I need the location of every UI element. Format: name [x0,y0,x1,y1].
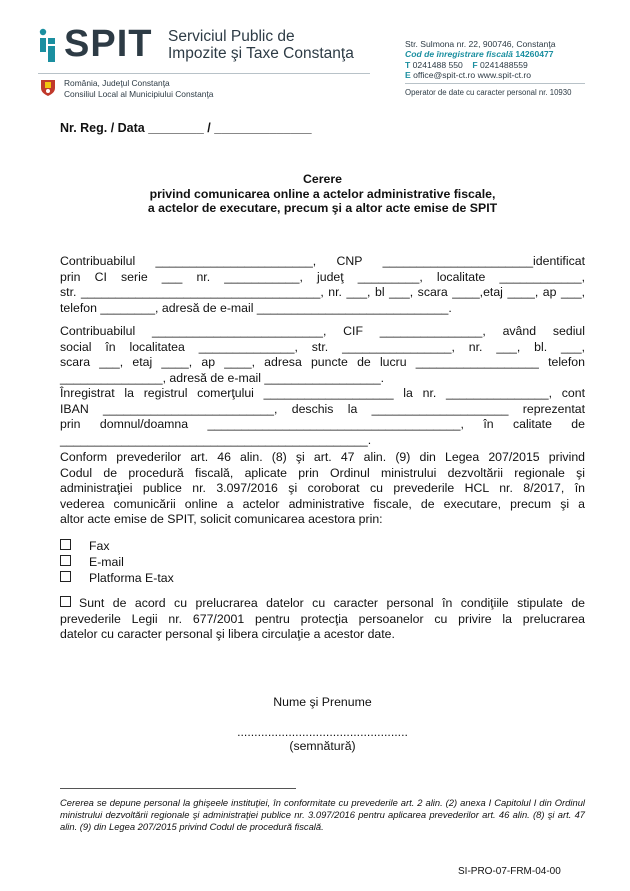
legal-basis-text: Conform prevederilor art. 46 alin. (8) şi art. 47 alin. (9) din Legea 207/2015 privind Codul de procedură fiscală, aplicate prin Ordinul ministrului dezvoltării regionale şi administraţiei publice nr. 3.097/2016 şi coroborat cu prevederile HCL nr. 8/2017, în vederea comunicării online a actelor administrative fiscale, de executare, precum şi a altor acte emise de SPIT, solicit comunicarea acestora prin: [60,450,585,526]
signature-line[interactable]: .................................................. [237,725,408,739]
checkbox-icon[interactable] [60,539,71,550]
signature-label: (semnătură) [289,739,356,753]
operator-number: Operator de date cu caracter personal nr. 10930 [405,88,572,97]
individual-section[interactable]: Contribuabilul _______________________, CNP ______________________identificat prin CI serie ___ nr. ___________, judeţ _________, localitate ____________, str. ___________________________________, nr. ___, bl ___, scara ____,etaj ____, ap ___, telefon ________, adresă de e-mail ____________________________. [60,254,585,315]
consent-section[interactable]: Sunt de acord cu prelucrarea datelor cu caracter personal în condiţiile stipulate de prevederile Legii nr. 677/2001 pentru protecţia persoanelor cu privire la prelucrarea datelor cu caracter personal şi libera circulaţie a acestor date. [60,596,585,641]
option-etax[interactable]: Platforma E-tax [60,570,174,586]
communication-options [60,538,174,586]
checkbox-icon[interactable] [60,555,71,566]
local-authority: România, Judeţul Constanţa Consiliul Local al Municipiului Constanţa [64,78,214,99]
footnote-divider [60,788,296,789]
crest-icon [38,77,58,97]
consent-checkbox-icon[interactable] [60,596,71,607]
document-code: SI-PRO-07-FRM-04-00 [458,866,561,877]
form-title: Cerere privind comunicarea online a actelor administrative fiscale, a actelor de executare, precum şi a altor acte emise de SPIT [147,172,498,215]
option-email[interactable]: E-mail [60,554,174,570]
signature-name-label: Nume şi Prenume [273,695,372,709]
address: Str. Sulmona nr. 22, 900746, Constanţa [405,39,556,49]
registration-number[interactable]: Nr. Reg. / Data ________ / ______________ [60,121,312,135]
checkbox-icon[interactable] [60,571,71,582]
company-section[interactable]: Contribuabilul _________________________, CIF _______________, având sediul social în localitatea ______________, str. ________________, nr. ___, bl. ___, scara ___, etaj ____, ap ____, adresa puncte de lucru __________________ telefon _______________, adresă de e-mail _________________. Înregistrat la registrul comerţului ___________________ la nr. _______________, cont IBAN _________________________, deschis la ____________________ reprezentat prin domnul/doamna _____________________________________, în calitate de _____________________________________________. [60,324,585,447]
footnote: Cererea se depune personal la ghişeele instituţiei, în conformitate cu prevederile art. 2 alin. (2) anexa I Capitolul I din Ordinul ministrului dezvoltării regionale şi administraţiei publice nr. 3.097/2016 pentru aplicarea prevederilor art. 46 alin. (8) şi art. 47 alin. (9) din Legea 207/2015 privind Codul de procedură fiscală. [60,797,585,832]
spit-logo-icon [38,28,60,64]
fiscal-code-line: Cod de înregistrare fiscală 14260477 [405,49,554,60]
option-fax[interactable]: Fax [60,538,174,554]
contact-divider [405,83,585,84]
header-divider [38,73,370,74]
contact-block [405,39,556,81]
logo-wordmark: SPIT [64,23,153,65]
phone-fax-line: T 0241488 550 F 0241488559 [405,59,528,70]
org-name: Serviciul Public de Impozite şi Taxe Constanţa [168,28,354,62]
email-web-line: E office@spit-ct.ro www.spit-ct.ro [405,70,532,81]
